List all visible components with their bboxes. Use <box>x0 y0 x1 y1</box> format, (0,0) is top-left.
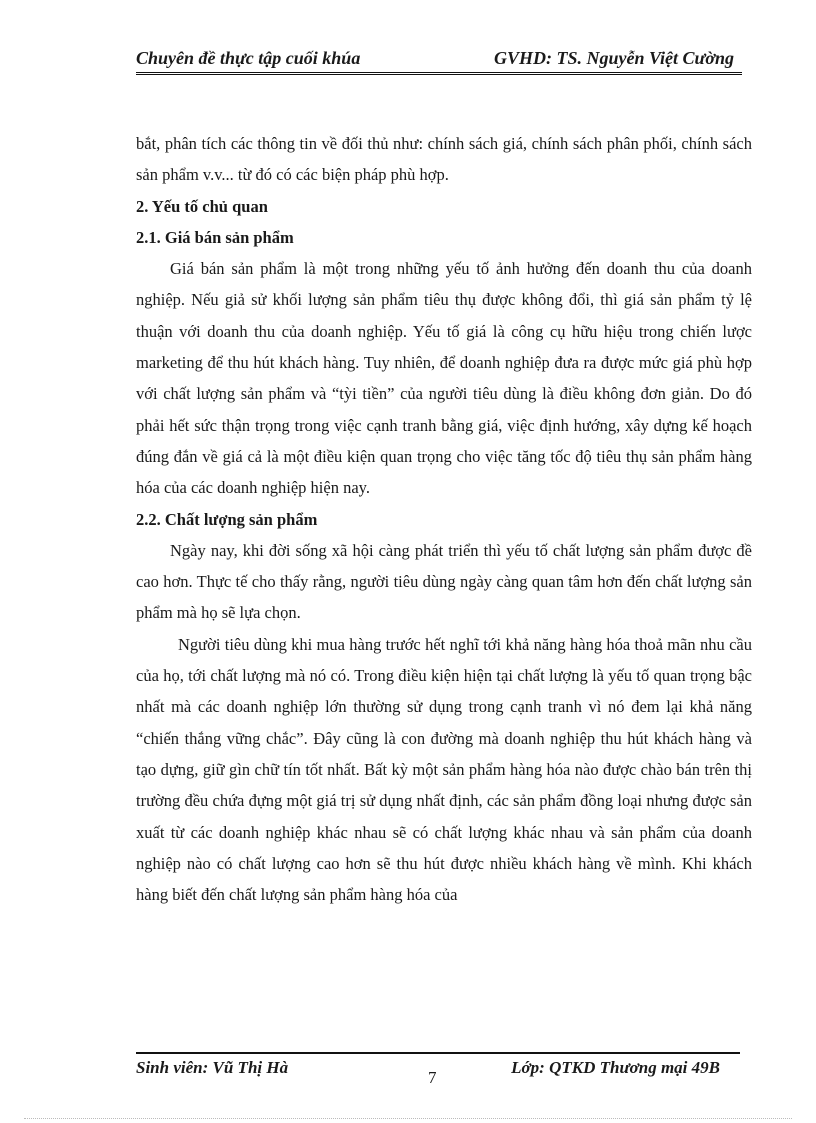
header-right-advisor: GVHD: TS. Nguyễn Việt Cường <box>494 48 734 68</box>
header-left-title: Chuyên đề thực tập cuối khúa <box>136 48 361 68</box>
page-footer <box>136 1058 742 1084</box>
section-heading-2-2: 2.2. Chất lượng sản phẩm <box>136 509 318 529</box>
footer-divider <box>136 1052 740 1054</box>
page-body <box>136 128 752 910</box>
page-header <box>136 44 742 75</box>
section-heading-2-1: 2.1. Giá bán sản phẩm <box>136 227 294 247</box>
paragraph-quality-intro: Ngày nay, khi đời sống xã hội càng phát triển thì yếu tố chất lượng sản phẩm được đề cao hơn. Thực tế cho thấy rằng, người tiêu dùng ngày càng quan tâm hơn đến chất lượng sản phẩm mà họ sẽ lựa chọn. <box>136 540 752 623</box>
paragraph-quality-detail: Người tiêu dùng khi mua hàng trước hết nghĩ tới khả năng hàng hóa thoả mãn nhu cầu của họ, tới chất lượng mà nó có. Trong điều kiện hiện tại chất lượng là yếu tố quan trọng bậc nhất mà các doanh nghiệp lớn thường sử dụng trong cạnh tranh vì nó đem lại khả năng “chiến thắng vững chắc”. Đây cũng là con đường mà doanh nghiệp thu hút khách hàng và tạo dựng, giữ gìn chữ tín tốt nhất. Bất kỳ một sản phẩm hàng hóa nào được chào bán trên thị trường đều chứa đựng một giá trị sử dụng nhất định, các sản phẩm đồng loại nhưng được sản xuất từ các doanh nghiệp khác nhau sẽ có chất lượng khác nhau và sản phẩm của doanh nghiệp nào có chất lượng cao hơn sẽ thu hút được nhiều khách hàng về mình. Khi khách hàng biết đến chất lượng sản phẩm hàng hóa của <box>136 634 752 905</box>
paragraph-price: Giá bán sản phẩm là một trong những yếu tố ảnh hưởng đến doanh thu của doanh nghiệp. Nếu giả sử khối lượng sản phẩm tiêu thụ được không đổi, thì giá sản phẩm tỷ lệ thuận với doanh thu của doanh nghiệp. Yếu tố giá là công cụ hữu hiệu trong chiến lược marketing để thu hút khách hàng. Tuy nhiên, để doanh nghiệp đưa ra được mức giá phù hợp với chất lượng sản phẩm và “tỳi tiền” của người tiêu dùng là điều không đơn giản. Do đó phải hết sức thận trọng trong việc cạnh tranh bằng giá, việc định hướng, xây dựng kế hoạch đúng đắn về giá cả là một điều kiện quan trọng cho việc tăng tốc độ tiêu thụ sản phẩm hàng hóa của các doanh nghiệp hiện nay. <box>136 259 752 498</box>
section-heading-2: 2. Yếu tố chủ quan <box>136 196 268 216</box>
continued-paragraph: bắt, phân tích các thông tin về đối thủ như: chính sách giá, chính sách phân phối, chính sách sản phẩm v.v... từ đó có các biện pháp phù hợp. <box>136 134 752 185</box>
footer-student: Sinh viên: Vũ Thị Hà <box>136 1058 289 1077</box>
bottom-dotted-rule <box>24 1118 792 1119</box>
footer-class: Lớp: QTKD Thương mại 49B <box>511 1058 720 1077</box>
page-number: 7 <box>428 1068 437 1087</box>
